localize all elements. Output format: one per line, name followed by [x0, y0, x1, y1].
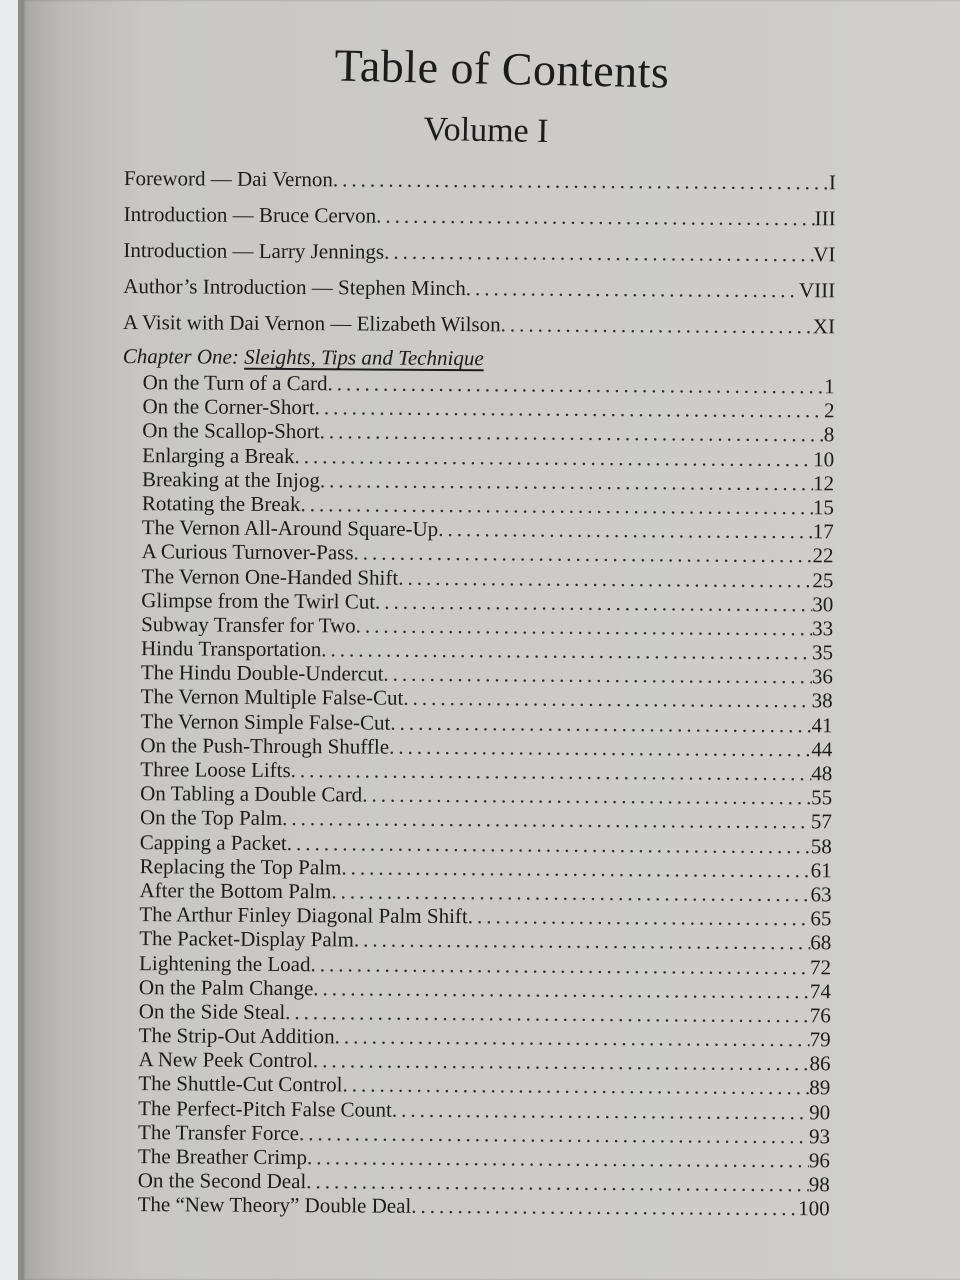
dot-leader [341, 855, 810, 882]
toc-entry-title: The Vernon Simple False-Cut [140, 708, 391, 735]
dot-leader [376, 198, 815, 237]
toc-entry-title: The Shuttle-Cut Control [138, 1071, 343, 1097]
toc-entry-page: 48 [811, 761, 833, 786]
dot-leader [313, 1048, 810, 1075]
toc-entry-title: Introduction — Bruce Cervon [123, 201, 377, 228]
table-of-contents [118, 160, 836, 1221]
toc-entry-title: The Packet-Display Palm [139, 926, 354, 952]
toc-entry-page: VIII [798, 278, 836, 303]
dot-leader [287, 831, 811, 858]
dot-leader [362, 783, 811, 810]
toc-entry-page: 63 [810, 882, 832, 907]
toc-entry-title: Rotating the Break [141, 491, 301, 517]
toc-entry-title: Three Loose Lifts [140, 757, 291, 783]
toc-entry-page: 33 [812, 616, 834, 641]
dot-leader [353, 541, 812, 568]
dot-leader [285, 1000, 810, 1027]
toc-entry-title: Capping a Packet [139, 829, 287, 855]
toc-entry-page: 41 [811, 712, 833, 737]
dot-leader [411, 1194, 798, 1221]
toc-entry-title: Author’s Introduction — Stephen Minch [123, 273, 466, 301]
toc-entry-page: 61 [810, 857, 832, 883]
dot-leader [384, 234, 813, 273]
dot-leader [390, 710, 811, 737]
toc-entry-page: 57 [810, 809, 833, 834]
toc-entry-page: 17 [812, 519, 834, 544]
dot-leader [468, 904, 811, 930]
chapter-heading [123, 342, 835, 374]
toc-entry-page: 8 [823, 422, 835, 447]
toc-entry-page: 76 [809, 1003, 831, 1028]
toc-entry-page: 89 [809, 1075, 831, 1100]
toc-entry-title: Lightening the Load [139, 950, 311, 976]
toc-entry-title: The Arthur Finley Diagonal Palm Shift [139, 902, 468, 929]
toc-entry-title: The Strip-Out Addition [138, 1023, 335, 1049]
dot-leader [307, 1145, 809, 1172]
toc-entry-title: Breaking at the Injog [141, 466, 320, 492]
toc-entry-page: 100 [798, 1196, 830, 1221]
toc-entry-page: 2 [823, 398, 835, 423]
toc-entry-title: On the Palm Change [138, 974, 314, 1000]
toc-entry-page: 15 [812, 495, 834, 520]
toc-entry-page: 96 [808, 1148, 830, 1173]
toc-entry[interactable] [123, 304, 835, 344]
dot-leader [392, 1097, 809, 1124]
toc-entry-page: 93 [808, 1124, 831, 1149]
toc-entry[interactable] [124, 160, 836, 200]
toc-entry-title: Hindu Transportation [140, 636, 322, 662]
dot-leader [342, 1073, 809, 1100]
toc-entry-title: On the Side Steal [138, 998, 286, 1024]
dot-leader [466, 270, 799, 308]
toc-entry-page: 36 [811, 664, 833, 689]
toc-entry-page: 25 [812, 567, 834, 592]
dot-leader [383, 662, 812, 689]
toc-entry-title: A Curious Turnover-Pass [141, 539, 354, 565]
dot-leader [335, 1024, 810, 1051]
toc-entry-title: The Transfer Force [137, 1119, 300, 1145]
toc-entry-title: The Hindu Double-Undercut [140, 660, 384, 686]
toc-entry-page: III [814, 206, 836, 231]
toc-entry-page: 35 [811, 640, 834, 665]
toc-entry[interactable] [123, 232, 835, 272]
toc-entry-title: A New Peek Control [138, 1047, 313, 1073]
toc-entry-title: After the Bottom Palm [139, 878, 332, 904]
toc-entry-title: The Vernon One-Handed Shift [141, 563, 399, 590]
page-title: Table of Contents [334, 39, 670, 98]
toc-entry-title: On the Top Palm [139, 805, 283, 831]
toc-entry-page: I [828, 170, 836, 195]
toc-entry-page: 90 [809, 1099, 831, 1124]
dot-leader [295, 444, 814, 471]
toc-entry-title: Foreword — Dai Vernon [123, 165, 333, 192]
chapter-prefix: Chapter One: [122, 343, 245, 369]
toc-entry-title: Glimpse from the Twirl Cut [141, 587, 376, 614]
toc-entry[interactable] [138, 1192, 830, 1220]
dot-leader [282, 806, 811, 833]
dot-leader [313, 976, 810, 1003]
toc-entry-title: On the Scallop-Short [142, 418, 320, 444]
dot-leader [333, 161, 829, 200]
toc-entry-page: 55 [811, 785, 833, 810]
toc-entry[interactable] [124, 196, 836, 236]
toc-entry-page: 72 [810, 954, 832, 979]
toc-entry-page: 79 [809, 1027, 831, 1052]
toc-entry[interactable] [123, 268, 835, 308]
dot-leader [438, 517, 813, 543]
dot-leader [310, 952, 810, 979]
toc-entry-page: 1 [824, 374, 835, 399]
dot-leader [356, 613, 813, 640]
toc-entry-title: On Tabling a Double Card [140, 781, 363, 807]
toc-entry-page: 65 [810, 906, 832, 931]
dot-leader [315, 395, 824, 422]
chapter-entries-list [118, 370, 835, 1221]
toc-entry-page: 30 [812, 591, 834, 617]
dot-leader [398, 565, 812, 592]
toc-entry-title: Enlarging a Break [142, 442, 295, 468]
toc-entry-page: 86 [809, 1051, 831, 1076]
toc-entry-title: On the Corner-Short [142, 394, 315, 420]
toc-entry-title: The Vernon All-Around Square-Up [141, 515, 439, 542]
dot-leader [389, 734, 811, 761]
chapter-title: Sleights, Tips and Technique [244, 344, 484, 371]
toc-entry-page: 10 [813, 446, 835, 471]
dot-leader [321, 637, 812, 664]
toc-entry-title: The Perfect-Pitch False Count [138, 1095, 392, 1122]
toc-entry-page: VI [813, 242, 836, 267]
dot-leader [327, 371, 824, 398]
dot-leader [331, 879, 810, 906]
toc-entry-page: 12 [812, 470, 835, 496]
toc-entry-title: Introduction — Larry Jennings [123, 237, 385, 264]
toc-entry-title: A Visit with Dai Vernon — Elizabeth Wilson [122, 309, 501, 337]
toc-entry-page: 74 [809, 978, 832, 1004]
toc-entry-title: The Vernon Multiple False-Cut [140, 684, 404, 711]
toc-entry-page: 38 [811, 688, 833, 713]
toc-entry-title: On the Turn of a Card [142, 370, 328, 396]
toc-entry-page: XI [812, 314, 836, 339]
toc-entry-title: On the Push-Through Shuffle [140, 732, 390, 759]
toc-entry-page: 44 [811, 737, 833, 762]
dot-leader [306, 1169, 809, 1196]
dot-leader [403, 686, 811, 713]
toc-entry-title: The “New Theory” Double Deal [137, 1192, 412, 1219]
toc-entry-page: 68 [810, 930, 832, 955]
dot-leader [300, 492, 812, 519]
dot-leader [320, 420, 824, 447]
dot-leader [375, 589, 812, 616]
dot-leader [501, 306, 813, 344]
toc-entry-page: 98 [808, 1172, 830, 1197]
dot-leader [291, 758, 812, 785]
toc-entry-title: On the Second Deal [137, 1168, 307, 1194]
front-matter-list [123, 160, 836, 344]
toc-entry-title: The Breather Crimp [137, 1144, 308, 1170]
toc-entry-title: Subway Transfer for Two [141, 611, 356, 638]
dot-leader [299, 1121, 809, 1148]
volume-subtitle: Volume I [423, 110, 549, 151]
toc-entry-page: 58 [810, 833, 832, 858]
dot-leader [354, 928, 811, 955]
toc-entry-page: 22 [812, 543, 834, 568]
dot-leader [320, 468, 813, 495]
toc-entry-title: Replacing the Top Palm [139, 853, 342, 880]
